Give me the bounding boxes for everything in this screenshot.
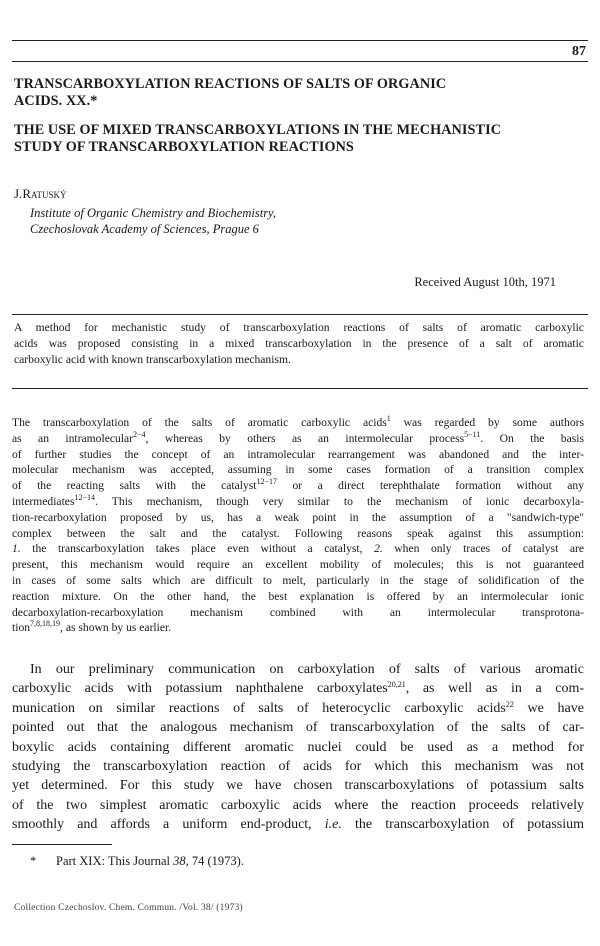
text-line: 1. the transcarboxylation takes place even without a catalyst, 2. when only traces of catalyst are	[12, 542, 584, 556]
article-title	[14, 76, 574, 110]
text-line: intermediates$^{12-14}$. This mechanism, though very similar to the mechanism of ionic decarboxyla-	[12, 492, 584, 508]
text-line: carboxylic acids with potassium naphthalene carboxylates$^{20,21}$, as well as in a com-	[12, 680, 584, 697]
main-paragraph	[12, 660, 584, 835]
text-line: decarboxylation-recarboxylation mechanism combined with an intermolecular transprotona-	[12, 605, 584, 619]
article-subtitle	[14, 122, 574, 156]
abstract-top-rule	[12, 314, 588, 315]
text-line: in cases of some salts which are difficult to melt, particularly in the stage of solidification of the	[12, 573, 584, 587]
subtitle-line: STUDY OF TRANSCARBOXYLATION REACTIONS	[14, 139, 354, 155]
author-surname: Ratuský	[22, 186, 67, 201]
text-line: munication on similar reactions of salts of heterocyclic carboxylic acids$^{22}$ we have	[12, 699, 584, 716]
abstract-line: A method for mechanistic study of transcarboxylation reactions of salts of aromatic carboxylic	[14, 321, 584, 334]
footnote-marker: *	[30, 854, 37, 868]
text-line: yet determined. For this study we have chosen transcarboxylations of potassium salts	[12, 778, 584, 794]
received-date: Received August 10th, 1971	[414, 275, 556, 289]
header-rule	[12, 61, 588, 62]
text-line: of the two simplest aromatic carboxylic acids where the reaction proceeds relatively	[12, 797, 584, 813]
affiliation	[30, 205, 276, 237]
citation: 12−17	[256, 477, 278, 487]
text-line: present, this mechanism would require an excellent mobility of molecules; this is not guaranteed	[12, 558, 584, 572]
affiliation-line: Institute of Organic Chemistry and Biochemistry,	[30, 206, 277, 220]
abstract-bottom-rule	[12, 388, 588, 389]
citation: 20,21	[387, 680, 406, 690]
footnote-rule	[12, 844, 112, 845]
abstract	[14, 320, 584, 368]
text-line: tion$^{7,8,18,19}$, as shown by us earlier.	[12, 619, 172, 635]
text-line: of the reacting salts with the catalyst$^{12-17}$ or a direct terephthalate formation without any	[12, 477, 584, 493]
citation: 5−11	[464, 429, 481, 439]
text-line: studying the transcarboxylation reaction of acids for which this mechanism was not	[12, 759, 584, 775]
text-line: reaction mixture. On the other hand, the best explanation is offered by an intermolecular ionic	[12, 589, 584, 603]
citation: 22	[505, 699, 514, 709]
subtitle-line: THE USE OF MIXED TRANSCARBOXYLATIONS IN THE MECHANISTIC	[14, 122, 502, 138]
text-line: The transcarboxylation of the salts of aromatic carboxylic acids$^1$ was regarded by some authors	[12, 414, 584, 429]
text-line: of further studies the concept of an intramolecular rearrangement was abandoned and the inter-	[12, 447, 584, 461]
citation: 2−4	[133, 429, 146, 439]
affiliation-line: Czechoslovak Academy of Sciences, Prague 6	[30, 222, 259, 236]
author-initial: J.	[14, 186, 23, 201]
text-line: smoothly and affords a uniform end-product, i.e. the transcarboxylation of potassium	[12, 817, 585, 833]
abstract-line: acids was proposed consisting in a mixed transcarboxylation in the presence of a salt of aromatic	[14, 337, 584, 350]
text-line: pointed out that the analogous mechanism of transcarboxylation of the salts of car-	[12, 720, 584, 736]
citation: 7,8,18,19	[30, 619, 61, 629]
abstract-line: carboxylic acid with known transcarboxylation mechanism.	[14, 353, 291, 366]
text-line: boxylic acids containing different aromatic nuclei could be used as a method for	[12, 739, 584, 755]
text-line: as an intramolecular$^{2-4}$, whereas by others as an intermolecular process$^{5-11}$. On the basis	[12, 429, 584, 445]
intro-paragraph	[12, 415, 584, 636]
text-line: In our preliminary communication on carboxylation of salts of various aromatic	[30, 662, 584, 677]
title-line: ACIDS. XX.*	[14, 93, 98, 109]
citation: 1	[386, 414, 391, 423]
text-line: molecular mechanism was accepted, assuming in some cases formation of a transition complex	[12, 463, 584, 477]
author	[14, 186, 67, 202]
top-rule	[12, 40, 588, 41]
text-line: tion-recarboxylation proposed by us, has a weak point in the assumption of a "sandwich-type"	[12, 510, 584, 524]
footnote: * Part XIX: This Journal 38, 74 (1973).	[30, 854, 244, 868]
text-line: complex between the salt and the catalyst. Following reasons speak against this assumption:	[12, 526, 584, 540]
journal-citation: Collection Czechoslov. Chem. Commun. /Vol. 38/ (1973)	[14, 903, 243, 913]
title-line: TRANSCARBOXYLATION REACTIONS OF SALTS OF ORGANIC	[14, 76, 447, 92]
citation: 12−14	[74, 492, 95, 502]
page-number: 87	[572, 44, 586, 59]
